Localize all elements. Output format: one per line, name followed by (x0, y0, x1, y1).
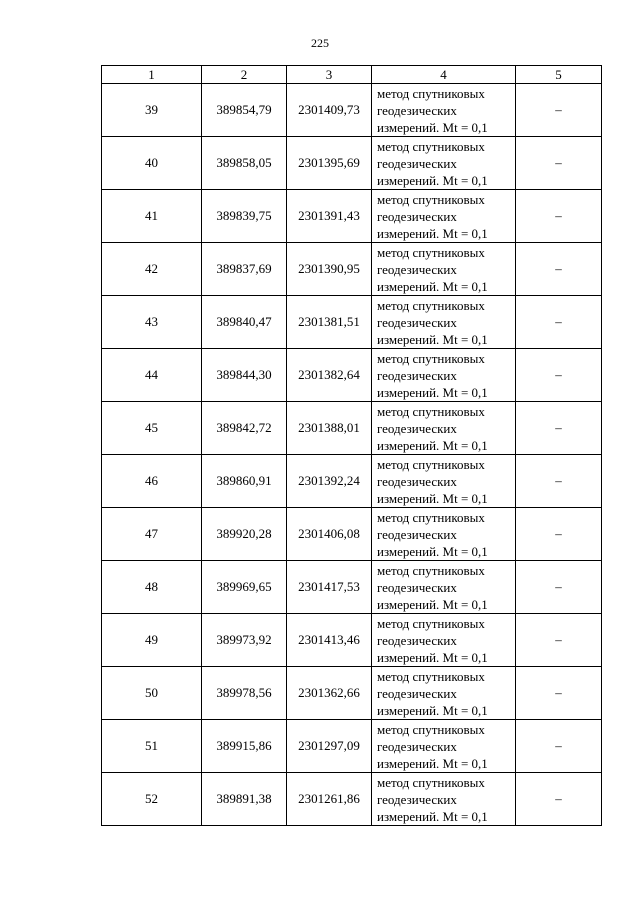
method-line: измерений. Mt = 0,1 (377, 172, 488, 188)
table-row (102, 508, 602, 561)
table-row (102, 84, 602, 137)
method-line: метод спутниковых (377, 774, 485, 790)
method-line: измерений. Mt = 0,1 (377, 490, 488, 506)
cell-x-coordinate: 389840,47 (202, 296, 287, 349)
method-line: измерений. Mt = 0,1 (377, 225, 488, 241)
cell-x-coordinate: 389844,30 (202, 349, 287, 402)
cell-x-coordinate: 389839,75 (202, 190, 287, 243)
cell-y-coordinate: 2301406,08 (287, 508, 372, 561)
cell-method (372, 508, 516, 561)
cell-note: – (516, 720, 602, 773)
cell-x-coordinate: 389973,92 (202, 614, 287, 667)
method-line: геодезических (377, 473, 457, 489)
method-line: геодезических (377, 367, 457, 383)
cell-point-number: 40 (102, 137, 202, 190)
table-body (102, 84, 602, 826)
cell-x-coordinate: 389978,56 (202, 667, 287, 720)
cell-x-coordinate: 389915,86 (202, 720, 287, 773)
table-row (102, 773, 602, 826)
table-row (102, 614, 602, 667)
method-line: метод спутниковых (377, 456, 485, 472)
cell-point-number: 48 (102, 561, 202, 614)
method-line: метод спутниковых (377, 244, 485, 260)
table-row (102, 402, 602, 455)
table-row (102, 296, 602, 349)
header-col-1: 1 (102, 66, 202, 84)
cell-method (372, 349, 516, 402)
cell-method (372, 614, 516, 667)
method-line: геодезических (377, 738, 457, 754)
cell-x-coordinate: 389858,05 (202, 137, 287, 190)
method-line: геодезических (377, 685, 457, 701)
method-line: геодезических (377, 579, 457, 595)
cell-point-number: 51 (102, 720, 202, 773)
table-row (102, 720, 602, 773)
header-col-5: 5 (516, 66, 602, 84)
table-row (102, 349, 602, 402)
method-line: метод спутниковых (377, 403, 485, 419)
cell-y-coordinate: 2301381,51 (287, 296, 372, 349)
cell-note: – (516, 614, 602, 667)
table-row (102, 667, 602, 720)
cell-y-coordinate: 2301382,64 (287, 349, 372, 402)
cell-y-coordinate: 2301390,95 (287, 243, 372, 296)
cell-x-coordinate: 389891,38 (202, 773, 287, 826)
method-line: измерений. Mt = 0,1 (377, 596, 488, 612)
cell-note: – (516, 243, 602, 296)
cell-method (372, 190, 516, 243)
method-line: измерений. Mt = 0,1 (377, 649, 488, 665)
method-line: метод спутниковых (377, 138, 485, 154)
cell-method (372, 296, 516, 349)
cell-x-coordinate: 389837,69 (202, 243, 287, 296)
cell-x-coordinate: 389842,72 (202, 402, 287, 455)
cell-point-number: 41 (102, 190, 202, 243)
cell-method (372, 84, 516, 137)
method-line: метод спутниковых (377, 668, 485, 684)
cell-method (372, 137, 516, 190)
method-line: метод спутниковых (377, 562, 485, 578)
cell-y-coordinate: 2301362,66 (287, 667, 372, 720)
cell-y-coordinate: 2301392,24 (287, 455, 372, 508)
method-line: геодезических (377, 420, 457, 436)
cell-y-coordinate: 2301297,09 (287, 720, 372, 773)
cell-note: – (516, 667, 602, 720)
header-col-4: 4 (372, 66, 516, 84)
cell-y-coordinate: 2301417,53 (287, 561, 372, 614)
table-header-row (102, 66, 602, 84)
cell-point-number: 52 (102, 773, 202, 826)
cell-note: – (516, 508, 602, 561)
method-line: измерений. Mt = 0,1 (377, 808, 488, 824)
method-line: метод спутниковых (377, 85, 485, 101)
coordinates-table (101, 65, 602, 826)
method-line: измерений. Mt = 0,1 (377, 384, 488, 400)
cell-note: – (516, 561, 602, 614)
header-col-3: 3 (287, 66, 372, 84)
cell-x-coordinate: 389860,91 (202, 455, 287, 508)
method-line: геодезических (377, 155, 457, 171)
method-line: геодезических (377, 791, 457, 807)
method-line: измерений. Mt = 0,1 (377, 702, 488, 718)
method-line: метод спутниковых (377, 191, 485, 207)
cell-y-coordinate: 2301391,43 (287, 190, 372, 243)
table-row (102, 243, 602, 296)
method-line: метод спутниковых (377, 350, 485, 366)
cell-method (372, 455, 516, 508)
cell-point-number: 39 (102, 84, 202, 137)
table-row (102, 190, 602, 243)
cell-method (372, 667, 516, 720)
cell-point-number: 49 (102, 614, 202, 667)
method-line: метод спутниковых (377, 721, 485, 737)
cell-point-number: 46 (102, 455, 202, 508)
method-line: геодезических (377, 526, 457, 542)
method-line: геодезических (377, 314, 457, 330)
method-line: измерений. Mt = 0,1 (377, 331, 488, 347)
cell-point-number: 47 (102, 508, 202, 561)
cell-method (372, 402, 516, 455)
page-number: 225 (311, 36, 329, 50)
cell-note: – (516, 190, 602, 243)
cell-y-coordinate: 2301409,73 (287, 84, 372, 137)
cell-method (372, 773, 516, 826)
cell-x-coordinate: 389969,65 (202, 561, 287, 614)
method-line: метод спутниковых (377, 615, 485, 631)
method-line: метод спутниковых (377, 297, 485, 313)
method-line: метод спутниковых (377, 509, 485, 525)
method-line: измерений. Mt = 0,1 (377, 543, 488, 559)
table-row (102, 137, 602, 190)
cell-note: – (516, 296, 602, 349)
cell-note: – (516, 455, 602, 508)
cell-x-coordinate: 389854,79 (202, 84, 287, 137)
method-line: измерений. Mt = 0,1 (377, 119, 488, 135)
cell-note: – (516, 773, 602, 826)
cell-note: – (516, 349, 602, 402)
cell-point-number: 43 (102, 296, 202, 349)
cell-x-coordinate: 389920,28 (202, 508, 287, 561)
cell-method (372, 720, 516, 773)
cell-point-number: 44 (102, 349, 202, 402)
table-row (102, 455, 602, 508)
cell-y-coordinate: 2301413,46 (287, 614, 372, 667)
cell-method (372, 243, 516, 296)
cell-y-coordinate: 2301388,01 (287, 402, 372, 455)
cell-note: – (516, 137, 602, 190)
method-line: измерений. Mt = 0,1 (377, 278, 488, 294)
cell-point-number: 45 (102, 402, 202, 455)
method-line: геодезических (377, 208, 457, 224)
method-line: геодезических (377, 632, 457, 648)
cell-note: – (516, 84, 602, 137)
table-row (102, 561, 602, 614)
cell-point-number: 50 (102, 667, 202, 720)
method-line: измерений. Mt = 0,1 (377, 755, 488, 771)
method-line: измерений. Mt = 0,1 (377, 437, 488, 453)
method-line: геодезических (377, 102, 457, 118)
cell-y-coordinate: 2301395,69 (287, 137, 372, 190)
cell-y-coordinate: 2301261,86 (287, 773, 372, 826)
header-col-2: 2 (202, 66, 287, 84)
cell-point-number: 42 (102, 243, 202, 296)
cell-note: – (516, 402, 602, 455)
cell-method (372, 561, 516, 614)
method-line: геодезических (377, 261, 457, 277)
